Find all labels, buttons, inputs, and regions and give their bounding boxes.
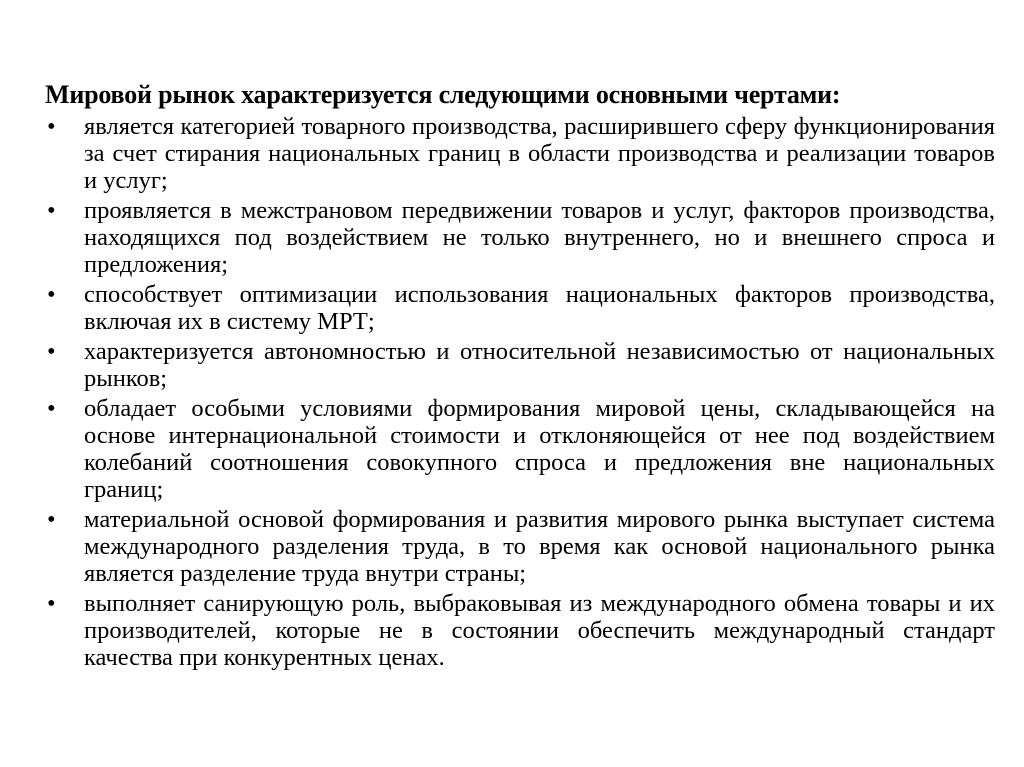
list-item-text: выполняет санирующую роль, выбраковывая из международного обмена товары и их производителей, которые не в состоянии обеспечить международный стандарт качества при конкурентных ценах.	[84, 590, 995, 671]
bullet-icon: •	[47, 113, 56, 140]
list-item	[45, 113, 995, 194]
list-item-text: характеризуется автономностью и относительной независимостью от национальных рынков;	[84, 338, 995, 392]
bullet-icon: •	[47, 506, 56, 533]
list-item-text: проявляется в межстрановом передвижении товаров и услуг, факторов производства, находящихся под воздействием не только внутреннего, но и внешнего спроса и предложения;	[84, 197, 995, 278]
slide-heading: Мировой рынок характеризуется следующими основными чертами:	[45, 80, 841, 109]
list-item	[45, 281, 995, 335]
list-item	[45, 338, 995, 392]
slide-content	[45, 80, 995, 674]
list-item-text: является категорией товарного производства, расширившего сферу функционирования за счет стирания национальных границ в области производства и реализации товаров и услуг;	[84, 113, 995, 194]
bullet-icon: •	[47, 590, 56, 617]
list-item	[45, 197, 995, 278]
bullet-list	[45, 113, 995, 671]
list-item	[45, 506, 995, 587]
list-item-text: материальной основой формирования и развития мирового рынка выступает система международного разделения труда, в то время как основой национального рынка является разделение труда внутри страны;	[84, 506, 995, 587]
bullet-icon: •	[47, 281, 56, 308]
bullet-icon: •	[47, 197, 56, 224]
bullet-icon: •	[47, 338, 56, 365]
bullet-icon: •	[47, 395, 56, 422]
list-item-text: обладает особыми условиями формирования мировой цены, складывающейся на основе интернациональной стоимости и отклоняющейся от нее под воздействием колебаний соотношения совокупного спроса и предложения вне национальных границ;	[84, 395, 995, 503]
list-item	[45, 395, 995, 503]
list-item-text: способствует оптимизации использования национальных факторов производства, включая их в систему МРТ;	[84, 281, 995, 335]
list-item	[45, 590, 995, 671]
